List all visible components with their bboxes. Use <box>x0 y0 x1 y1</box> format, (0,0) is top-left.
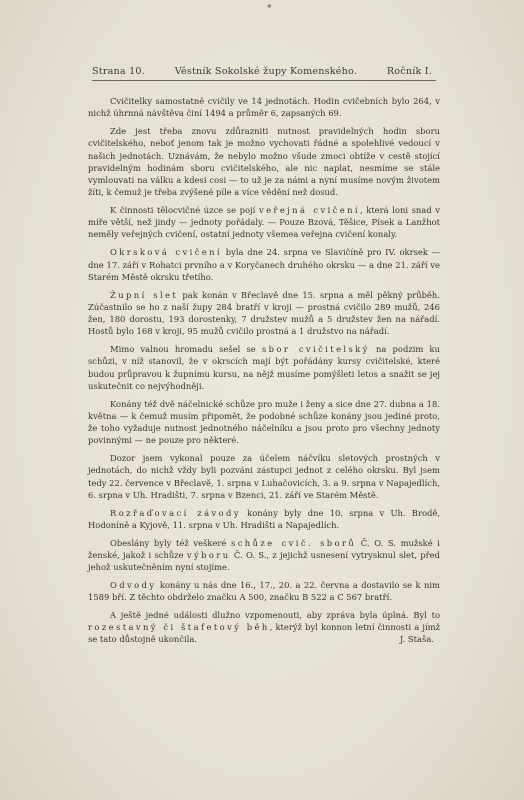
paragraph: Obeslány byly též veškeré schůze cvič. sborů Č. O. S. mužské i ženské, jakož i schůze výboru Č. O. S., z jejichž usnesení vytrysknul slet, před jehož uskutečněním nyní stojíme. <box>88 537 440 573</box>
volume-number: Ročník I. <box>386 66 432 77</box>
page-header <box>92 66 432 77</box>
spaced-emphasis: Rozřaďovací závody <box>110 507 241 518</box>
publication-title: Věstník Sokolské župy Komenského. <box>174 66 358 77</box>
spaced-emphasis: rozestavný či štafetový běh <box>88 622 270 633</box>
paragraph: A ještě jedné události dlužno vzpomenouti, aby zpráva byla úplná. Byl to rozestavný či štafetový běh, kterýž byl konnon letní činnosti a jímž se tato důstojně ukončila. J. Staša. <box>88 610 440 645</box>
paragraph: Dozor jsem vykonal pouze za účelem náčvíku sletových prostných v jednotách, do nichž vždy byli pozváni zástupci jednot z celého okrsku. Byl jsem tedy 22. července v Břeclavě, 1. srpna v Luhačovicích, 3. a 9. srpna v Napajedlích, 6. srpna v Uh. Hradišti, 7. srpna v Bzenci, 21. září ve Starém Městě. <box>88 453 440 500</box>
body-text <box>88 95 440 651</box>
page-number: Strana 10. <box>92 66 145 77</box>
paragraph: Zde jest třeba znovu zdůrazniti nutnost pravidelných hodin sboru cvičitelského, neboť jenom tak je možno vychovati řádné a spolehlivé vedoucí v našich jednotách. Uznávám, že nebylo možno všude zmoci obtíže v cestě stojící pravidelným hodinám sboru cvičitelského, ale nic naplat, nesmíme se stále vymlouvati na válku a kdesi cosi — to už je za námi a nyní musíme novým životem žíti, k čemuž je třeba zvýšené píle a více vědění než dosud. <box>88 126 440 198</box>
paragraph: Konány též dvě náčelnické schůze pro muže i ženy a sice dne 27. dubna a 18. května — k čemuž musím připomět, že podobné schůze konány jsou jediné proto, že toho vyžaduje nutnost jednotného náčelníku a jsou proto pro všechny jednoty povinnými — ne pouze pro některé. <box>88 398 440 446</box>
paragraph: Odvody konány u nás dne 16., 17., 20. a 22. června a dostavilo se k nim 1589 bří. Z těchto obdrželo značku A 500, značku B 522 a C 567 bratří. <box>88 579 440 603</box>
paragraph: Mimo valnou hromadu sešel se sbor cvičitelský na podzim ku schůzi, v níž stanovil, že v okrscích mají být pořádány kursy cvičitelské, které budou průpravou k župnímu kursu, na nějž musíme pomýšleti letos a snažit se jej uskutečnit co nejvýhodněji. <box>88 344 441 391</box>
spaced-emphasis: Odvody <box>110 579 157 590</box>
paragraph: Okrsková cvičení byla dne 24. srpna ve Slavičíně pro IV. okrsek — dne 17. září v Rohatci prvního a v Koryčanech druhého okrsku — a dne 21. září ve Starém Městě okrsku třetího. <box>88 247 440 282</box>
top-mark: * <box>267 4 272 14</box>
paragraph: Župní slet pak konán v Břeclavě dne 15. srpna a měl pěkný průběh. Zúčastnilo se ho z naší župy 284 bratří v kroji — prostná cvičilo 289 mužů, 246 žen, 180 dorostu, 193 dorostenky, 7 družstev mužů a 5 družstev žen na nářadí. Hostů bylo 168 v kroji, 95 mužů cvičilo prostná a 1 družstvo na nářadí. <box>88 289 440 337</box>
paragraph: Rozřaďovací závody konány byly dne 10. srpna v Uh. Brodě, Hodoníně a Kyjově, 11. srpna v Uh. Hradišti a Napajedlích. <box>88 507 440 530</box>
spaced-emphasis: výboru <box>186 549 231 560</box>
spaced-emphasis: Župní slet <box>110 289 179 300</box>
spaced-emphasis: Okrsková cvičení <box>110 247 223 258</box>
header-rule <box>92 80 436 81</box>
signature: J. Staša. <box>399 634 434 645</box>
spaced-emphasis: sbor cvičitelský <box>261 344 370 355</box>
spaced-emphasis: schůze cvič. sborů <box>231 537 357 548</box>
paragraph: Cvičitelky samostatně cvičily ve 14 jednotách. Hodin cvičebních bylo 264, v nichž úhrnná návštěva činí 1494 a průměr 6, zapsaných 69. <box>88 96 440 119</box>
paragraph: K činnosti tělocvičné úzce se pojí veřejná cvičení, která loni snad v míře větší, než jindy — jednoty pořádaly. — Pouze Bzová, Těšice, Písek a Lanžhot neměly veřejných cvičení, ostatní jednoty všemea veřejna cvičení konaly. <box>88 205 440 240</box>
spaced-emphasis: veřejná cvičení <box>258 205 360 215</box>
